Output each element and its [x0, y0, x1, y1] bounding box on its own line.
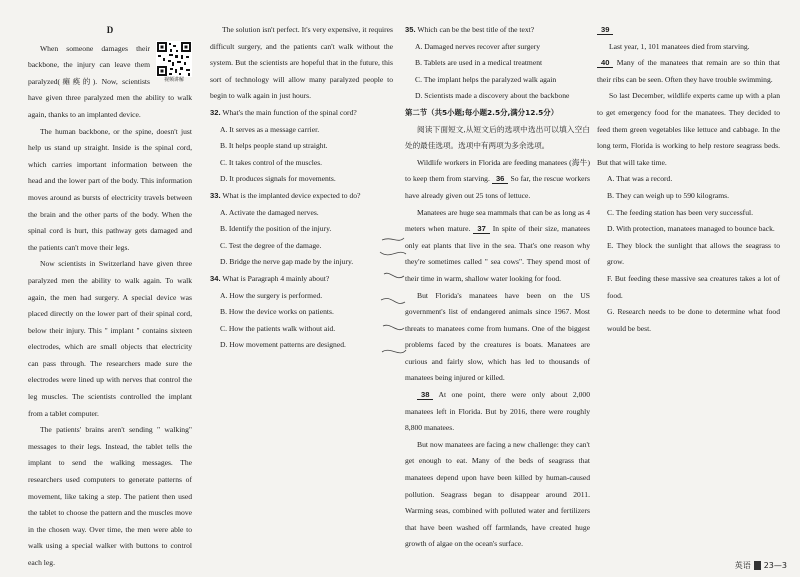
blank-38[interactable]: 38	[417, 390, 433, 400]
passage-d-paragraph-3: Now scientists in Switzerland have given three paralyzed men the ability to walk again. To walk again, the men had surgery. A special device was placed directly on the lower part of their spinal cord, below their injury. This " implant " contains sixteen electrodes, which are small objects that electricity can pass through. The researchers made sure the electrodes were lined up with nerves that control the leg muscles. The scientists controlled the implant from a tablet computer.	[28, 259, 192, 418]
question-34	[210, 271, 393, 354]
option-b-b[interactable]: B. They can weigh up to 590 kilograms.	[607, 190, 729, 200]
option-32-c[interactable]: C. It takes control of the muscles.	[220, 157, 323, 167]
blank-37[interactable]: 37	[473, 224, 489, 234]
subject-label: 英语	[734, 561, 751, 570]
question-stem: What's the main function of the spinal cord?	[222, 107, 357, 117]
page-footer	[732, 560, 790, 571]
column-2	[210, 22, 393, 354]
question-number: 35.	[405, 25, 416, 34]
question-35	[405, 22, 590, 105]
option-34-b[interactable]: B. How the device works on patients.	[220, 307, 334, 317]
passage-label: D	[106, 25, 114, 35]
passage-2-paragraph-7	[597, 55, 780, 88]
option-33-c[interactable]: C. Test the degree of the damage.	[220, 240, 322, 250]
option-b-g[interactable]: G. Research needs to be done to determine what food would be best.	[607, 307, 780, 333]
option-33-a[interactable]: A. Activate the damaged nerves.	[220, 207, 319, 217]
question-number: 34.	[210, 273, 221, 283]
option-b-c[interactable]: C. The feeding station has been very successful.	[607, 207, 753, 217]
option-35-b[interactable]: B. Tablets are used in a medical treatment	[415, 58, 543, 68]
option-b-d[interactable]: D. With protection, manatees managed to bounce back.	[607, 224, 775, 234]
footer-divider	[754, 561, 761, 570]
question-stem: What is the implanted device expected to do?	[222, 190, 361, 200]
text-run: So far, the rescue workers have already given out 25 tons of lettuce.	[405, 174, 590, 200]
column-3	[405, 22, 590, 553]
option-33-b[interactable]: B. Identify the position of the injury.	[220, 224, 332, 234]
text-run: Many of the manatees that remain are so thin that their ribs can be seen. Often they have trouble swimming.	[597, 58, 780, 84]
passage-2-paragraph-6: Last year, 1, 101 manatees died from starving.	[609, 41, 750, 51]
passage-2-paragraph-5: But now manatees are facing a new challenge: they can't get enough to eat. Many of the beds of seagrass that manatees depend upon have been killed by human-caused pollution. Seagrass began to disappear around 2011. Warming seas, combined with polluted water and fertilizers that have been washed off farmlands, have created huge growth of algae on the ocean's surface.	[405, 439, 590, 549]
passage-d-paragraph-4: The patients' brains aren't sending " walking" messages to their legs. Instead, the tablet tells the implant to send the walking messages. The researchers used computers to generate patterns of movement, like taking a step. The patient then used the tablet to choose the pattern and the muscles move in the chosen way. Over time, the men were able to walk using a special walker with buttons to control each leg.	[28, 425, 192, 567]
blank-36[interactable]: 36	[492, 174, 508, 184]
question-32	[210, 105, 393, 188]
passage-2-paragraph-5-cont	[597, 22, 780, 39]
question-number: 32.	[210, 107, 221, 117]
question-stem: What is Paragraph 4 mainly about?	[222, 273, 330, 283]
option-34-d[interactable]: D. How movement patterns are designed.	[220, 340, 346, 350]
column-4	[597, 22, 780, 337]
passage-d-paragraph-5: The solution isn't perfect. It's very expensive, it requires difficult surgery, and the patients can't walk without the system. But the scientists are hopeful that in the future, this sort of technology will allow many paralyzed people to begin to walk again in just hours.	[210, 25, 393, 101]
option-b-a[interactable]: A. That was a record.	[607, 174, 673, 184]
passage-d-paragraph-2: The human backbone, or the spine, doesn't just help us stand up straight. Inside is the spinal cord, which carries important information between the head and the lower part of the body. This information moves around as bursts of electricity travels between the brain and the other parts of the body. When the spinal cord is hurt, this pathway gets damaged and the patients can't move their legs.	[28, 126, 192, 252]
passage-2-paragraph-1	[405, 155, 590, 205]
option-32-a[interactable]: A. It serves as a message carrier.	[220, 124, 320, 134]
option-35-c[interactable]: C. The implant helps the paralyzed walk again	[415, 74, 557, 84]
question-number: 33.	[210, 190, 221, 200]
section-2-instructions: 阅读下面短文,从短文后的选项中选出可以填入空白处的最佳选项。选项中有两项为多余选项。	[405, 124, 590, 151]
passage-2-paragraph-8: So last December, wildlife experts came up with a plan to get emergency food for the manatees. They decided to feed them green vegetables like lettuce and cabbage. In the long term, Florida is working to help restore seagrass beds. But that will take time.	[597, 91, 780, 167]
passage-2-paragraph-3: But Florida's manatees have been on the US government's list of endangered animals since 1967. Most threats to manatees come from humans. One of the biggest problems faced by the creatures is boats. Manatees are curious and fairly slow, which has led to thousands of manatees being injured or killed.	[405, 290, 590, 383]
text-run: At one point, there were only about 2,000 manatees left in Florida. But by 2016, there were roughly 8,800 manatees.	[405, 390, 591, 433]
option-33-d[interactable]: D. Bridge the nerve gap made by the injury.	[220, 257, 354, 267]
option-32-b[interactable]: B. It helps people stand up straight.	[220, 141, 328, 151]
option-b-f[interactable]: F. But feeding these massive sea creatures takes a lot of food.	[607, 273, 780, 300]
blank-40[interactable]: 40	[597, 58, 613, 68]
option-32-d[interactable]: D. It produces signals for movements.	[220, 174, 336, 184]
passage-2-paragraph-4	[405, 387, 590, 437]
text-run: Wildlife workers in Florida are feeding manatees (海牛) to keep them from starving.	[405, 157, 590, 184]
option-34-c[interactable]: C. How the patients walk without aid.	[220, 323, 336, 333]
passage-2-paragraph-2	[405, 205, 590, 288]
option-35-d[interactable]: D. Scientists made a discovery about the backbone	[415, 91, 570, 101]
option-34-a[interactable]: A. How the surgery is performed.	[220, 290, 323, 300]
option-b-e[interactable]: E. They block the sunlight that allows the seagrass to grow.	[607, 240, 780, 267]
qr-code-icon	[156, 41, 192, 77]
text-run: In spite of their size, manatees only eat plants that live in the sea. That's one reason why they're sometimes called " sea cows". They spend most of their time in warm, shallow water looking for food.	[405, 224, 590, 283]
passage-d-paragraph-1: When someone damages their backbone, the injury can leave them paralyzed(瘫痪的). Now, scientists have given three paralyzed men the ability to walk again, thanks to an implanted device.	[28, 43, 192, 119]
question-stem: Which can be the best title of the text?	[417, 25, 535, 34]
handwritten-marks-icon	[378, 230, 408, 370]
text-run: Manatees are huge sea mammals that can be as long as 4 meters when mature.	[405, 207, 590, 234]
qr-code[interactable]	[156, 41, 192, 84]
qr-caption: 视频讲解	[163, 77, 184, 83]
section-2-heading: 第二节（共5小题;每小题2.5分,满分12.5分）	[405, 107, 559, 117]
question-33	[210, 188, 393, 271]
column-1	[28, 22, 192, 572]
blank-39[interactable]: 39	[597, 25, 613, 35]
page-number: 23—3	[763, 561, 787, 570]
option-35-a[interactable]: A. Damaged nerves recover after surgery	[415, 41, 541, 51]
